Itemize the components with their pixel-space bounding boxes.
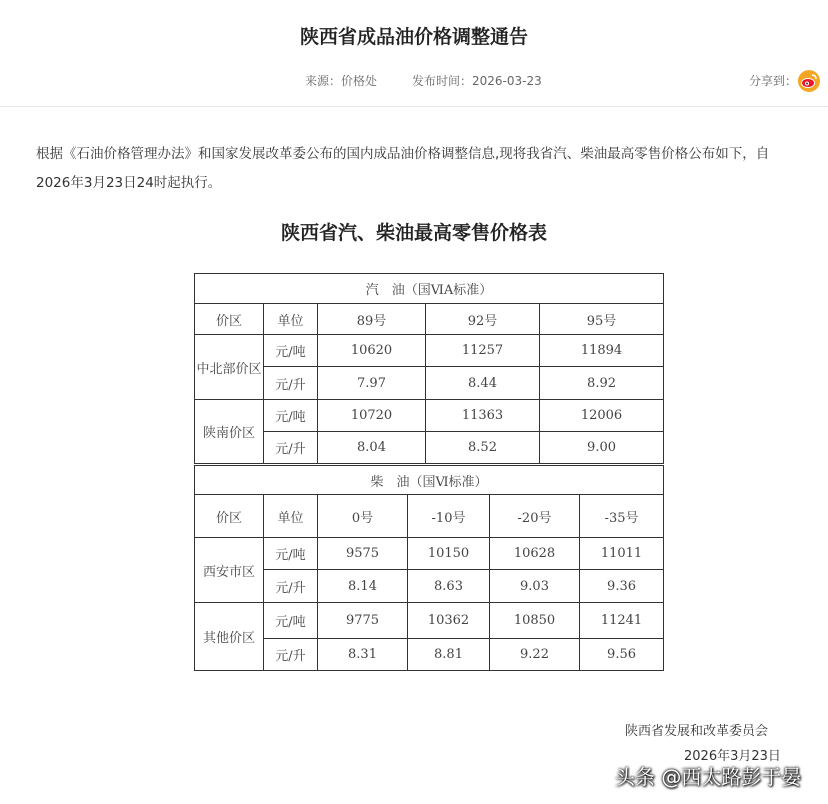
price-cell: 9.56 <box>580 639 664 671</box>
price-cell: 10150 <box>408 538 490 570</box>
unit-cell: 元/吨 <box>264 335 318 367</box>
price-cell: 11363 <box>426 400 540 432</box>
price-cell: 9.36 <box>580 570 664 603</box>
price-cell: 11257 <box>426 335 540 367</box>
region-cell: 中北部价区 <box>195 335 264 400</box>
grade-95: 95号 <box>540 304 664 335</box>
price-cell: 9775 <box>318 603 408 639</box>
table-row <box>195 603 664 639</box>
table-row <box>195 432 664 464</box>
price-cell: 12006 <box>540 400 664 432</box>
price-cell: 8.63 <box>408 570 490 603</box>
table-row <box>195 570 664 603</box>
table-row <box>195 367 664 400</box>
price-cell: 8.04 <box>318 432 426 464</box>
price-cell: 8.44 <box>426 367 540 400</box>
region-cell: 陕南价区 <box>195 400 264 464</box>
col-unit: 单位 <box>264 495 318 538</box>
price-cell: 9.00 <box>540 432 664 464</box>
watermark: 头条 @西太路彭于晏 <box>615 765 802 789</box>
price-cell: 8.31 <box>318 639 408 671</box>
price-cell: 10628 <box>490 538 580 570</box>
price-cell: 10850 <box>490 603 580 639</box>
grade-minus-35: -35号 <box>580 495 664 538</box>
unit-cell: 元/吨 <box>264 538 318 570</box>
unit-cell: 元/升 <box>264 570 318 603</box>
gasoline-header: 汽 油（国ⅥA标准） <box>195 274 664 304</box>
page-title: 陕西省成品油价格调整通告 <box>299 26 528 48</box>
price-cell: 11894 <box>540 335 664 367</box>
price-cell: 10362 <box>408 603 490 639</box>
unit-cell: 元/升 <box>264 432 318 464</box>
weibo-share-icon[interactable] <box>798 70 820 92</box>
grade-89: 89号 <box>318 304 426 335</box>
price-cell: 8.14 <box>318 570 408 603</box>
col-region: 价区 <box>195 304 264 335</box>
gasoline-price-table <box>194 273 664 464</box>
table-row <box>195 400 664 432</box>
unit-cell: 元/升 <box>264 367 318 400</box>
header-divider <box>0 106 828 107</box>
issue-date: 2026年3月23日 <box>684 749 781 764</box>
unit-cell: 元/吨 <box>264 400 318 432</box>
grade-minus-10: -10号 <box>408 495 490 538</box>
unit-cell: 元/吨 <box>264 603 318 639</box>
price-cell: 10720 <box>318 400 426 432</box>
source-label: 来源：价格处 <box>305 74 378 88</box>
grade-minus-20: -20号 <box>490 495 580 538</box>
price-cell: 11011 <box>580 538 664 570</box>
grade-92: 92号 <box>426 304 540 335</box>
region-cell: 西安市区 <box>195 538 264 603</box>
price-cell: 8.52 <box>426 432 540 464</box>
issuer-signature: 陕西省发展和改革委员会 <box>625 724 769 739</box>
share-label: 分享到： <box>749 74 798 88</box>
notice-paragraph: 根据《石油价格管理办法》和国家发展改革委公布的国内成品油价格调整信息,现将我省汽、柴油最高零售价格公布如下，自2026年3月23日24时起执行。 <box>36 146 770 191</box>
price-cell: 7.97 <box>318 367 426 400</box>
publish-date: 发布时间：2026-03-23 <box>412 74 542 88</box>
price-cell: 8.92 <box>540 367 664 400</box>
col-unit: 单位 <box>264 304 318 335</box>
unit-cell: 元/升 <box>264 639 318 671</box>
diesel-header: 柴 油（国Ⅵ标准） <box>195 466 664 495</box>
price-cell: 11241 <box>580 603 664 639</box>
region-cell: 其他价区 <box>195 603 264 671</box>
price-cell: 9.03 <box>490 570 580 603</box>
table-row <box>195 639 664 671</box>
table-row <box>195 538 664 570</box>
price-cell: 9.22 <box>490 639 580 671</box>
grade-0: 0号 <box>318 495 408 538</box>
price-cell: 10620 <box>318 335 426 367</box>
price-table-title: 陕西省汽、柴油最高零售价格表 <box>280 222 547 244</box>
col-region: 价区 <box>195 495 264 538</box>
price-cell: 8.81 <box>408 639 490 671</box>
diesel-price-table <box>194 465 664 671</box>
price-cell: 9575 <box>318 538 408 570</box>
table-row <box>195 335 664 367</box>
